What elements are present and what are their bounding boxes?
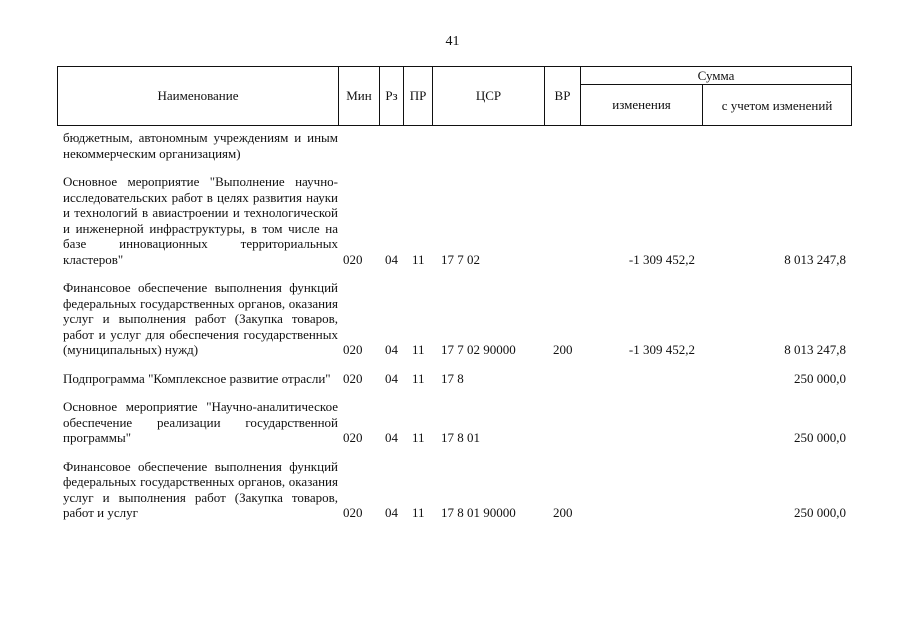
table-row: [57, 280, 851, 358]
header-changes: изменения: [581, 85, 703, 126]
row-min: 020: [343, 342, 363, 357]
row-total: 8 013 247,8: [784, 342, 846, 357]
page-number: 41: [445, 34, 460, 49]
row-pr: 11: [412, 505, 425, 520]
row-name: Основное мероприятие "Выполнение научно-исследовательских работ в целях развития науки и технологий в авиастроении и технологической и инженерной инфраструктуры, в том числе на базе инновационных территориальных кластеров": [63, 174, 338, 267]
row-total: 8 013 247,8: [784, 251, 846, 267]
row-rz: 04: [385, 251, 398, 267]
row-rz: 04: [385, 370, 398, 386]
row-csr: 17 7 02: [441, 251, 480, 267]
row-total: 250 000,0: [794, 370, 846, 386]
table-row: [57, 174, 851, 267]
row-rz: 04: [385, 430, 398, 445]
row-total: 250 000,0: [794, 505, 846, 520]
header-pr: ПР: [404, 67, 433, 126]
row-name: Основное мероприятие "Научно-аналитическое обеспечение реализации государственной программы": [63, 399, 338, 445]
row-min: 020: [343, 370, 363, 386]
row-pr: 11: [412, 430, 425, 445]
row-change: -1 309 452,2: [628, 342, 695, 357]
row-pr: 11: [412, 370, 425, 386]
row-total: 250 000,0: [794, 430, 846, 445]
row-name: Финансовое обеспечение выполнения функций федеральных государственных органов, оказания услуг и выполнения работ (Закупка товаров, работ и услуг для обеспечения государственных (муниципальных) нужд): [63, 280, 338, 357]
header-rz: Рз: [380, 67, 404, 126]
row-csr: 17 8 01 90000: [441, 505, 516, 520]
header-with-changes: с учетом изменений: [703, 85, 852, 126]
row-rz: 04: [385, 342, 398, 357]
row-pr: 11: [412, 342, 425, 357]
row-change: -1 309 452,2: [628, 251, 695, 267]
header-csr: ЦСР: [433, 67, 545, 126]
header-vr: ВР: [545, 67, 581, 126]
row-csr: 17 7 02 90000: [441, 342, 516, 357]
row-csr: 17 8 01: [441, 430, 480, 445]
row-vr: 200: [553, 342, 573, 357]
table-row: [57, 399, 851, 446]
table-body: [57, 130, 851, 534]
table-header: [57, 66, 852, 126]
row-min: 020: [343, 505, 363, 520]
row-vr: 200: [553, 505, 573, 520]
header-name: Наименование: [58, 67, 339, 126]
row-min: 020: [343, 251, 363, 267]
table-row: [57, 371, 851, 387]
table-row: [57, 459, 851, 521]
row-rz: 04: [385, 505, 398, 520]
row-name: Финансовое обеспечение выполнения функций федеральных государственных органов, оказания услуг и выполнения работ (Закупка товаров, работ и услуг: [63, 458, 338, 520]
row-min: 020: [343, 430, 363, 445]
row-csr: 17 8: [441, 370, 464, 386]
row-name: Подпрограмма "Комплексное развитие отрасли": [63, 370, 331, 386]
header-min: Мин: [339, 67, 380, 126]
header-sum: Сумма: [581, 67, 852, 85]
row-pr: 11: [412, 251, 425, 267]
table-row: [57, 130, 851, 161]
row-name: бюджетным, автономным учреждениям и иным некоммерческим организациям): [63, 130, 338, 161]
